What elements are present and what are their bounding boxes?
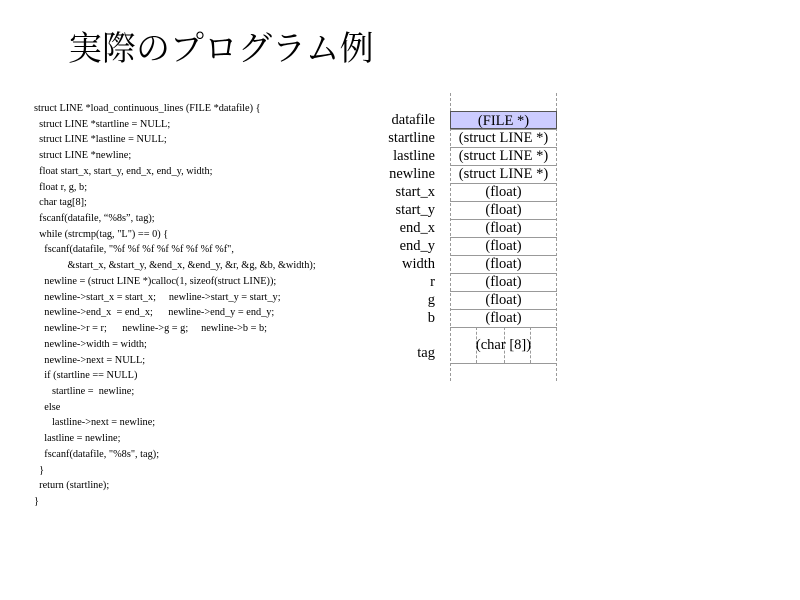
- variable-label-tag: tag: [417, 345, 435, 361]
- memory-cell: (float): [485, 274, 522, 290]
- memory-cell: (struct LINE *): [458, 148, 549, 164]
- variable-label: start_y: [395, 202, 435, 218]
- memory-cell: (FILE *): [450, 111, 557, 129]
- variable-label: r: [430, 274, 435, 290]
- code-line: fscanf(datafile, "%8s", tag);: [34, 448, 160, 460]
- variable-label: end_y: [399, 238, 435, 254]
- memory-cell: (float): [485, 310, 522, 326]
- memory-cell: (struct LINE *): [458, 130, 549, 146]
- code-line: while (strcmp(tag, "L") == 0) {: [34, 228, 169, 240]
- code-line: return (startline);: [34, 480, 110, 492]
- memory-diagram: [450, 93, 557, 381]
- memory-cell: (struct LINE *): [458, 166, 549, 182]
- variable-label: end_x: [399, 220, 435, 236]
- code-line: lastline->next = newline;: [34, 417, 156, 429]
- code-line: newline = (struct LINE *)calloc(1, sizeof(struct LINE));: [34, 275, 277, 287]
- code-line: newline->start_x = start_x; newline->start_y = start_y;: [34, 291, 281, 303]
- code-line: char tag[8];: [34, 197, 87, 209]
- memory-cell: (float): [485, 238, 522, 254]
- memory-cell: (float): [485, 256, 522, 272]
- code-line: struct LINE *newline;: [34, 150, 132, 162]
- code-line: &start_x, &start_y, &end_x, &end_y, &r, &g, &b, &width);: [34, 260, 316, 272]
- memory-cell: (float): [485, 292, 522, 308]
- variable-label: width: [401, 256, 435, 272]
- code-line: struct LINE *startline = NULL;: [34, 118, 171, 130]
- memory-cell: (float): [485, 220, 522, 236]
- code-line: startline = newline;: [34, 385, 135, 397]
- code-line: newline->next = NULL;: [34, 354, 146, 366]
- code-line: struct LINE *load_continuous_lines (FILE *datafile) {: [34, 103, 261, 114]
- variable-label: datafile: [391, 112, 435, 128]
- variable-labels: [370, 111, 435, 371]
- variable-label: g: [427, 292, 435, 308]
- code-line: if (startline == NULL): [34, 370, 138, 382]
- code-line: else: [34, 401, 61, 413]
- memory-cell-tag: (char [8]): [475, 337, 532, 353]
- code-line: lastline = newline;: [34, 433, 121, 445]
- memory-cell: (float): [485, 202, 522, 218]
- variable-label: start_x: [395, 184, 435, 200]
- variable-label: newline: [389, 166, 435, 182]
- code-line: fscanf(datafile, “%8s”, tag);: [34, 213, 155, 225]
- code-line: fscanf(datafile, "%f %f %f %f %f %f %f %f",: [34, 244, 234, 256]
- code-line: float r, g, b;: [34, 181, 88, 193]
- code-block: [34, 101, 316, 510]
- variable-label: b: [427, 310, 435, 326]
- code-line: newline->r = r; newline->g = g; newline->b = b;: [34, 323, 268, 335]
- memory-cell: (float): [485, 184, 522, 200]
- code-line: float start_x, start_y, end_x, end_y, width;: [34, 165, 213, 177]
- slide-title: 実際のプログラム例: [68, 29, 374, 69]
- code-line: }: [34, 464, 45, 476]
- code-line: newline->end_x = end_x; newline->end_y = end_y;: [34, 307, 275, 319]
- variable-label: startline: [388, 130, 435, 146]
- code-line: }: [34, 495, 39, 507]
- code-line: struct LINE *lastline = NULL;: [34, 134, 167, 146]
- variable-label: lastline: [393, 148, 435, 164]
- memory-row-divider: [450, 363, 557, 364]
- code-line: newline->width = width;: [34, 338, 147, 350]
